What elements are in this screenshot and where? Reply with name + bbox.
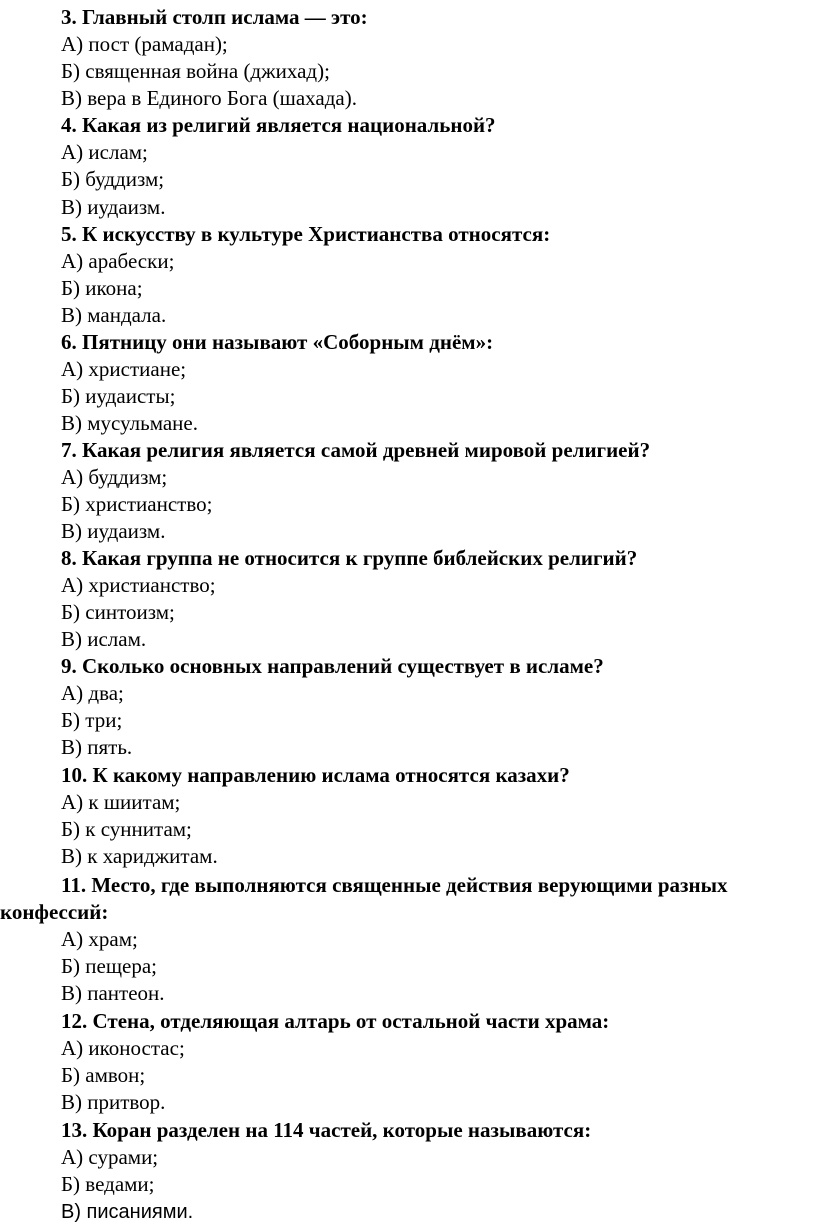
question-5-text: 5. К искусству в культуре Христианства относятся:: [61, 222, 551, 246]
question-9-option-c: В) пять.: [61, 735, 133, 759]
question-11-text: 11. Место, где выполняются священные действия верующими разных: [61, 873, 728, 897]
question-5-option-b: Б) икона;: [61, 276, 143, 300]
question-13-text: 13. Коран разделен на 114 частей, которые называются:: [61, 1118, 592, 1142]
question-6-option-b: Б) иудаисты;: [61, 384, 176, 408]
question-7-text: 7. Какая религия является самой древней мировой религией?: [61, 438, 651, 462]
question-4-text: 4. Какая из религий является национальной?: [61, 113, 496, 137]
question-10-option-c: В) к хариджитам.: [61, 844, 218, 868]
question-9-option-a: А) два;: [61, 681, 124, 705]
question-8-text: 8. Какая группа не относится к группе библейских религий?: [61, 546, 638, 570]
question-12-text: 12. Стена, отделяющая алтарь от остальной части храма:: [61, 1009, 610, 1033]
question-3-text: 3. Главный столп ислама — это:: [61, 5, 368, 29]
question-11-option-c: В) пантеон.: [61, 981, 165, 1005]
question-10-option-b: Б) к суннитам;: [61, 817, 192, 841]
question-3-option-b: Б) священная война (джихад);: [61, 59, 330, 83]
question-11-option-a: А) храм;: [61, 927, 138, 951]
question-7-option-c: В) иудаизм.: [61, 519, 166, 543]
question-13-option-b: Б) ведами;: [61, 1172, 155, 1196]
question-3-option-c: В) вера в Единого Бога (шахада).: [61, 86, 357, 110]
question-13-option-a: А) сурами;: [61, 1145, 159, 1169]
question-5-option-a: А) арабески;: [61, 249, 175, 273]
question-11-text-continuation: конфессий:: [0, 900, 109, 924]
question-4-option-c: В) иудаизм.: [61, 195, 166, 219]
question-13-option-c: В) писаниями.: [61, 1201, 194, 1223]
question-4-option-b: Б) буддизм;: [61, 167, 165, 191]
question-7-option-a: А) буддизм;: [61, 465, 168, 489]
question-11-option-b: Б) пещера;: [61, 954, 158, 978]
question-9-option-b: Б) три;: [61, 708, 123, 732]
question-6-option-c: В) мусульмане.: [61, 411, 198, 435]
question-7-option-b: Б) христианство;: [61, 492, 213, 516]
question-8-option-c: В) ислам.: [61, 627, 147, 651]
question-12-option-a: А) иконостас;: [61, 1036, 185, 1060]
question-12-option-b: Б) амвон;: [61, 1063, 146, 1087]
question-8-option-b: Б) синтоизм;: [61, 600, 175, 624]
question-10-text: 10. К какому направлению ислама относятся казахи?: [61, 763, 570, 787]
question-6-option-a: А) христиане;: [61, 357, 187, 381]
question-3-option-a: А) пост (рамадан);: [61, 32, 228, 56]
question-5-option-c: В) мандала.: [61, 303, 167, 327]
question-9-text: 9. Сколько основных направлений существует в исламе?: [61, 654, 604, 678]
question-4-option-a: А) ислам;: [61, 140, 148, 164]
question-12-option-c: В) притвор.: [61, 1090, 166, 1114]
question-8-option-a: А) христианство;: [61, 573, 216, 597]
question-6-text: 6. Пятницу они называют «Соборным днём»:: [61, 330, 494, 354]
question-10-option-a: А) к шиитам;: [61, 790, 181, 814]
